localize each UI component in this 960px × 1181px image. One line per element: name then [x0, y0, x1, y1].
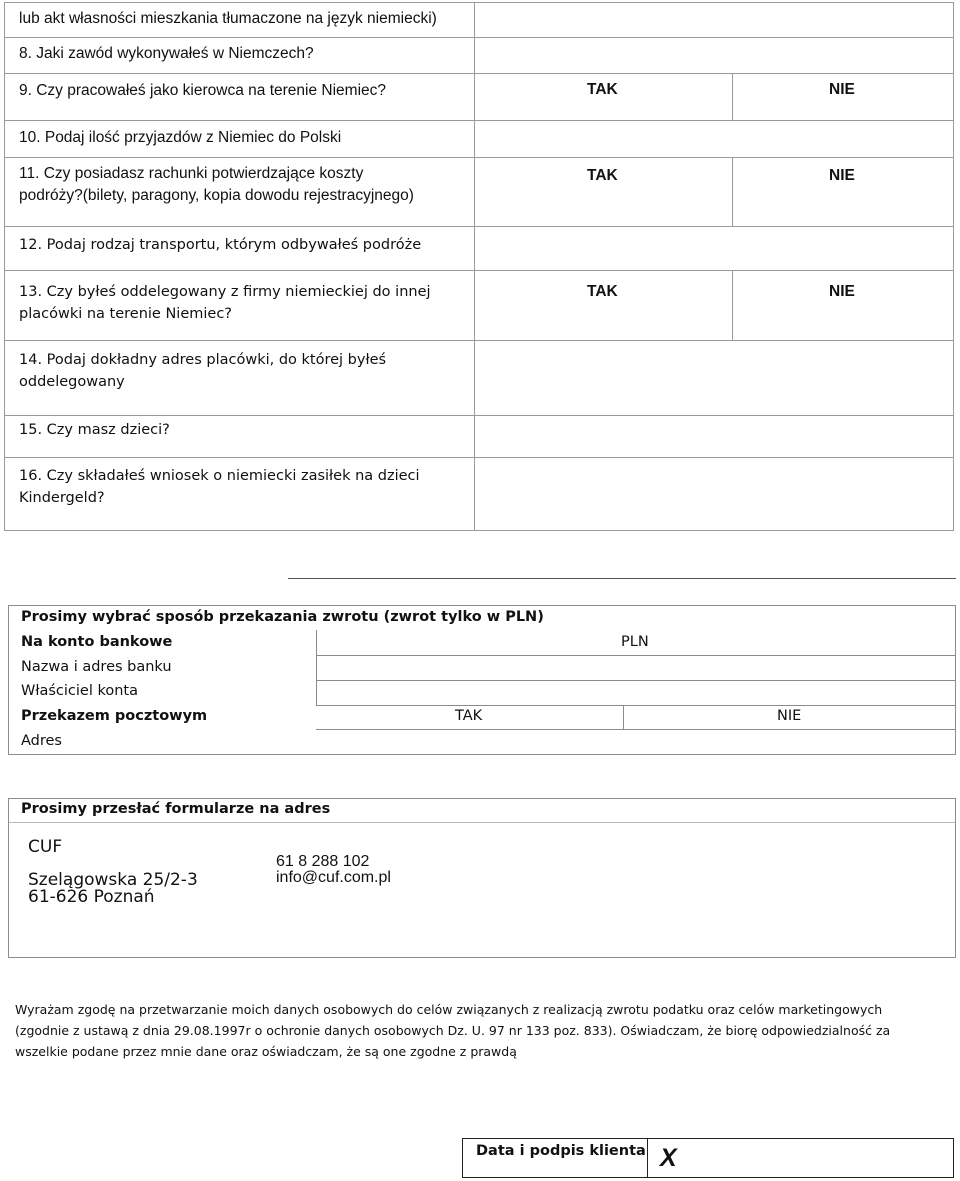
refund-yes-no-divider [623, 705, 624, 730]
q8-label-cell [4, 37, 475, 74]
q7-answer-field[interactable] [474, 2, 954, 38]
q10-label-cell [4, 120, 475, 158]
q13-text-line1: 13. Czy byłeś oddelegowany z firmy niemieckiej do innej [19, 284, 431, 300]
bank-name-field[interactable] [318, 657, 954, 679]
q14-label-cell [4, 340, 475, 416]
consent-statement: Wyrażam zgodę na przetwarzanie moich danych osobowych do celów związanych z realizacją zwrotu podatku oraz celów marketingowych (zgodnie z ustawą z dnia 29.08.1997r o ochronie danych osobowych Dz. U. 97 nr 133 poz. 833). Oświadczam, że biorę odpowiedzialność za wszelkie podane przez mnie dane oraz oświadczam, że są one zgodne z prawdą [15, 1002, 891, 1059]
company-city: 61-626 Poznań [28, 887, 155, 907]
q16-text-line2: Kindergeld? [19, 490, 105, 506]
q13-text-line2: placówki na terenie Niemiec? [19, 306, 232, 322]
q13-yes-option[interactable] [474, 270, 733, 341]
refund-row-divider-3 [316, 705, 956, 706]
postal-transfer-no-option[interactable] [625, 707, 955, 729]
q9-yes-label: TAK [587, 81, 618, 98]
q16-text-line1: 16. Czy składałeś wniosek o niemiecki zasiłek na dzieci [19, 468, 420, 484]
q15-text: 15. Czy masz dzieci? [19, 422, 170, 438]
address-field[interactable] [318, 731, 954, 753]
q8-answer-field[interactable] [474, 37, 954, 74]
q9-no-option[interactable] [732, 73, 954, 121]
q7-tail-text: lub akt własności mieszkania tłumaczone na język niemiecki) [19, 10, 437, 27]
q11-text-line2: podróży?(bilety, paragony, kopia dowodu rejestracyjnego) [19, 187, 414, 204]
q15-label-cell [4, 415, 475, 458]
bank-account-label: Na konto bankowe [21, 634, 173, 650]
q15-answer-field[interactable] [474, 415, 954, 458]
postal-transfer-yes-label: TAK [455, 708, 483, 724]
section-divider [288, 578, 956, 579]
signature-divider [647, 1138, 648, 1178]
refund-column-divider [316, 630, 317, 705]
q14-text-line1: 14. Podaj dokładny adres placówki, do której byłeś [19, 352, 387, 368]
bank-name-label: Nazwa i adres banku [21, 659, 172, 675]
postal-transfer-no-label: NIE [777, 708, 802, 724]
q8-text: 8. Jaki zawód wykonywałeś w Niemczech? [19, 45, 314, 62]
q16-answer-field[interactable] [474, 457, 954, 531]
postal-transfer-label: Przekazem pocztowym [21, 708, 208, 724]
q14-text-line2: oddelegowany [19, 374, 125, 390]
company-email: info@cuf.com.pl [276, 869, 391, 886]
q10-answer-field[interactable] [474, 120, 954, 158]
q12-text: 12. Podaj rodzaj transportu, którym odbywałeś podróże [19, 237, 422, 253]
q7-tail-label-cell [4, 2, 475, 38]
q9-no-label: NIE [829, 81, 855, 98]
q16-label-cell [4, 457, 475, 531]
q9-text: 9. Czy pracowałeś jako kierowca na terenie Niemiec? [19, 82, 386, 99]
q11-yes-label: TAK [587, 167, 618, 184]
refund-heading: Prosimy wybrać sposób przekazania zwrotu (zwrot tylko w PLN) [21, 609, 544, 625]
q11-label-cell [4, 157, 475, 227]
currency-label: PLN [621, 634, 649, 650]
account-owner-field[interactable] [318, 682, 954, 704]
company-street: Szelągowska 25/2-3 [28, 870, 198, 890]
mailing-heading-underline [9, 822, 955, 823]
company-phone: 61 8 288 102 [276, 853, 370, 870]
signature-field[interactable] [649, 1140, 952, 1176]
q14-answer-field[interactable] [474, 340, 954, 416]
company-name: CUF [28, 837, 63, 857]
postal-transfer-yes-option[interactable] [318, 707, 622, 729]
address-label: Adres [21, 733, 62, 749]
q13-no-label: NIE [829, 283, 855, 300]
q9-label-cell [4, 73, 475, 121]
refund-row-divider-4 [316, 729, 956, 730]
q11-yes-option[interactable] [474, 157, 733, 227]
q12-answer-field[interactable] [474, 226, 954, 271]
q11-text-line1: 11. Czy posiadasz rachunki potwierdzające koszty [19, 165, 364, 182]
signature-label: Data i podpis klienta [476, 1143, 646, 1159]
q13-label-cell [4, 270, 475, 341]
bank-account-field[interactable] [700, 630, 954, 654]
q10-text: 10. Podaj ilość przyjazdów z Niemiec do Polski [19, 129, 342, 146]
mailing-heading: Prosimy przesłać formularze na adres [21, 801, 331, 817]
q11-no-option[interactable] [732, 157, 954, 227]
q12-label-cell [4, 226, 475, 271]
q13-no-option[interactable] [732, 270, 954, 341]
q13-yes-label: TAK [587, 283, 618, 300]
refund-row-divider-2 [316, 680, 956, 681]
signature-mark: X [660, 1144, 677, 1172]
q9-yes-option[interactable] [474, 73, 733, 121]
account-owner-label: Właściciel konta [21, 683, 138, 699]
refund-row-divider-1 [316, 655, 956, 656]
q11-no-label: NIE [829, 167, 855, 184]
